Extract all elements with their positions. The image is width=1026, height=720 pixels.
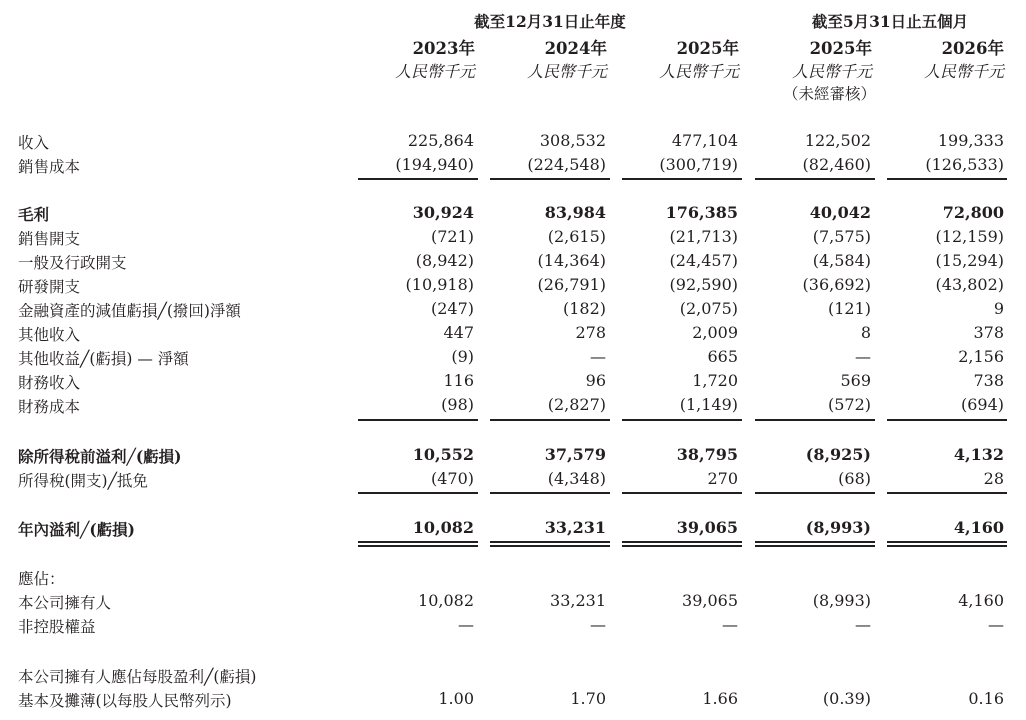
cell-r15-c5: 4,160 (958, 591, 1004, 610)
cell-r7-c2: 278 (575, 323, 606, 342)
cell-r2-c4: 40,042 (809, 203, 871, 222)
rule-single (622, 178, 742, 180)
row-label-non-controlling: 非控股權益 (18, 618, 96, 636)
cell-r2-c3: 176,385 (665, 203, 738, 222)
cell-r11-c3: 38,795 (676, 445, 738, 464)
cell-r5-c1: (10,918) (405, 275, 474, 294)
row-label-eps-basic-diluted: 基本及攤薄(以每股人民幣列示) (18, 692, 232, 710)
cell-r2-c5: 72,800 (942, 203, 1004, 222)
cell-r6-c3: (2,075) (679, 299, 738, 318)
cell-r13-c5: 4,160 (953, 518, 1004, 537)
year-col-1: 2023年 (412, 39, 475, 58)
cell-r0-c3: 477,104 (671, 131, 738, 150)
cell-r16-c4: — (855, 615, 871, 634)
cell-r16-c2: — (590, 615, 606, 634)
rule-double-bottom (622, 545, 742, 547)
cell-r11-c4: (8,925) (805, 445, 871, 464)
cell-r0-c4: 122,502 (804, 131, 871, 150)
rule-double-bottom (358, 545, 478, 547)
cell-r11-c5: 4,132 (953, 445, 1004, 464)
rule-single (490, 492, 610, 494)
cell-r5-c4: (36,692) (802, 275, 871, 294)
unit-col-5: 人民幣千元 (923, 62, 1004, 81)
cell-r9-c4: 569 (840, 371, 871, 390)
row-label-cost-of-sales: 銷售成本 (18, 158, 81, 176)
cell-r4-c2: (14,364) (537, 251, 606, 270)
rule-single (622, 492, 742, 494)
rule-single (887, 492, 1007, 494)
cell-r3-c4: (7,575) (812, 227, 871, 246)
row-label-finance-income: 財務收入 (18, 374, 81, 392)
cell-r10-c2: (2,827) (547, 395, 606, 414)
cell-r18-c2: 1.70 (570, 689, 606, 708)
cell-r10-c1: (98) (441, 395, 474, 414)
year-col-4: 2025年 (809, 39, 872, 58)
cell-r0-c2: 308,532 (539, 131, 606, 150)
row-label-impairment: 金融資產的減值虧損╱(撥回)淨額 (18, 302, 241, 320)
cell-r3-c5: (12,159) (935, 227, 1004, 246)
cell-r10-c4: (572) (827, 395, 871, 414)
cell-r8-c2: — (590, 347, 606, 366)
cell-r4-c3: (24,457) (669, 251, 738, 270)
cell-r3-c3: (21,713) (669, 227, 738, 246)
cell-r13-c4: (8,993) (805, 518, 871, 537)
cell-r0-c1: 225,864 (407, 131, 474, 150)
cell-r13-c2: 33,231 (544, 518, 606, 537)
cell-r5-c3: (92,590) (669, 275, 738, 294)
cell-r4-c1: (8,942) (415, 251, 474, 270)
cell-r15-c1: 10,082 (418, 591, 474, 610)
cell-r12-c1: (470) (430, 469, 474, 488)
cell-r18-c1: 1.00 (438, 689, 474, 708)
rule-double-bottom (887, 545, 1007, 547)
cell-r1-c2: (224,548) (527, 155, 606, 174)
year-col-5: 2026年 (941, 39, 1004, 58)
rule-single (887, 419, 1007, 421)
cell-r18-c3: 1.66 (702, 689, 738, 708)
cell-r12-c5: 28 (983, 469, 1004, 488)
row-label-owners: 本公司擁有人 (18, 594, 112, 612)
cell-r8-c5: 2,156 (958, 347, 1004, 366)
cell-r11-c1: 10,552 (412, 445, 474, 464)
unit-col-4: 人民幣千元 (791, 62, 872, 81)
unit-col-2: 人民幣千元 (526, 62, 607, 81)
cell-r1-c1: (194,940) (395, 155, 474, 174)
cell-r16-c5: — (988, 615, 1004, 634)
cell-r2-c1: 30,924 (412, 203, 474, 222)
rule-single (358, 419, 478, 421)
header-group-five-months: 截至5月31日止五個月 (811, 12, 969, 31)
cell-r7-c4: 8 (860, 323, 871, 342)
cell-r5-c2: (26,791) (537, 275, 606, 294)
rule-single (358, 492, 478, 494)
header-group-annual: 截至12月31日止年度 (474, 12, 626, 31)
cell-r12-c3: 270 (707, 469, 738, 488)
cell-r1-c4: (82,460) (802, 155, 871, 174)
cell-r12-c4: (68) (838, 469, 871, 488)
year-col-2: 2024年 (544, 39, 607, 58)
cell-r10-c3: (1,149) (679, 395, 738, 414)
cell-r0-c5: 199,333 (937, 131, 1004, 150)
row-label-other-income: 其他收入 (18, 326, 81, 344)
cell-r8-c1: (9) (451, 347, 474, 366)
rule-single (358, 178, 478, 180)
rule-double-top (358, 541, 478, 543)
rule-single (490, 419, 610, 421)
row-label-attributable-to: 應佔： (18, 570, 65, 588)
cell-r9-c2: 96 (585, 371, 606, 390)
cell-r3-c1: (721) (430, 227, 474, 246)
row-label-admin-expenses: 一般及行政開支 (18, 254, 127, 272)
cell-r7-c5: 378 (973, 323, 1004, 342)
cell-r9-c1: 116 (443, 371, 474, 390)
cell-r15-c2: 33,231 (550, 591, 606, 610)
row-label-gross-profit: 毛利 (18, 205, 50, 224)
cell-r11-c2: 37,579 (544, 445, 606, 464)
row-label-profit-before-tax: 除所得稅前溢利╱(虧損) (18, 447, 182, 466)
cell-r1-c3: (300,719) (659, 155, 738, 174)
rule-single (755, 492, 875, 494)
cell-r18-c4: (0.39) (822, 689, 871, 708)
cell-r6-c4: (121) (827, 299, 871, 318)
unit-col-3: 人民幣千元 (658, 62, 739, 81)
cell-r6-c5: 9 (993, 299, 1004, 318)
cell-r13-c3: 39,065 (676, 518, 738, 537)
cell-r10-c5: (694) (960, 395, 1004, 414)
rule-single (755, 419, 875, 421)
cell-r7-c1: 447 (443, 323, 474, 342)
cell-r13-c1: 10,082 (412, 518, 474, 537)
cell-r9-c3: 1,720 (692, 371, 738, 390)
rule-single (755, 178, 875, 180)
cell-r6-c1: (247) (430, 299, 474, 318)
row-label-profit-for-year: 年內溢利╱(虧損) (18, 520, 135, 539)
cell-r9-c5: 738 (973, 371, 1004, 390)
rule-double-top (887, 541, 1007, 543)
row-label-eps-heading: 本公司擁有人應佔每股盈利╱(虧損) (18, 668, 257, 686)
cell-r15-c4: (8,993) (812, 591, 871, 610)
row-label-other-gains: 其他收益╱(虧損) — 淨額 (18, 350, 189, 368)
year-col-3: 2025年 (676, 39, 739, 58)
row-label-income-tax: 所得稅(開支)╱抵免 (18, 472, 148, 490)
row-label-revenue: 收入 (18, 134, 50, 152)
cell-r5-c5: (43,802) (935, 275, 1004, 294)
row-label-finance-costs: 財務成本 (18, 398, 81, 416)
rule-single (887, 178, 1007, 180)
rule-double-top (490, 541, 610, 543)
unit-col-1: 人民幣千元 (394, 62, 475, 81)
cell-r4-c5: (15,294) (935, 251, 1004, 270)
rule-double-top (622, 541, 742, 543)
row-label-selling-expenses: 銷售開支 (18, 230, 81, 248)
row-label-rnd-expenses: 研發開支 (18, 278, 81, 296)
cell-r8-c3: 665 (707, 347, 738, 366)
cell-r12-c2: (4,348) (547, 469, 606, 488)
cell-r16-c3: — (722, 615, 738, 634)
cell-r18-c5: 0.16 (968, 689, 1004, 708)
cell-r6-c2: (182) (562, 299, 606, 318)
cell-r1-c5: (126,533) (925, 155, 1004, 174)
rule-double-top (755, 541, 875, 543)
rule-single (622, 419, 742, 421)
cell-r3-c2: (2,615) (547, 227, 606, 246)
rule-double-bottom (490, 545, 610, 547)
cell-r8-c4: — (855, 347, 871, 366)
cell-r7-c3: 2,009 (692, 323, 738, 342)
unaudited-note: （未經審核） (782, 85, 876, 103)
rule-double-bottom (755, 545, 875, 547)
rule-single (490, 178, 610, 180)
cell-r4-c4: (4,584) (812, 251, 871, 270)
cell-r15-c3: 39,065 (682, 591, 738, 610)
cell-r16-c1: — (458, 615, 474, 634)
cell-r2-c2: 83,984 (544, 203, 606, 222)
